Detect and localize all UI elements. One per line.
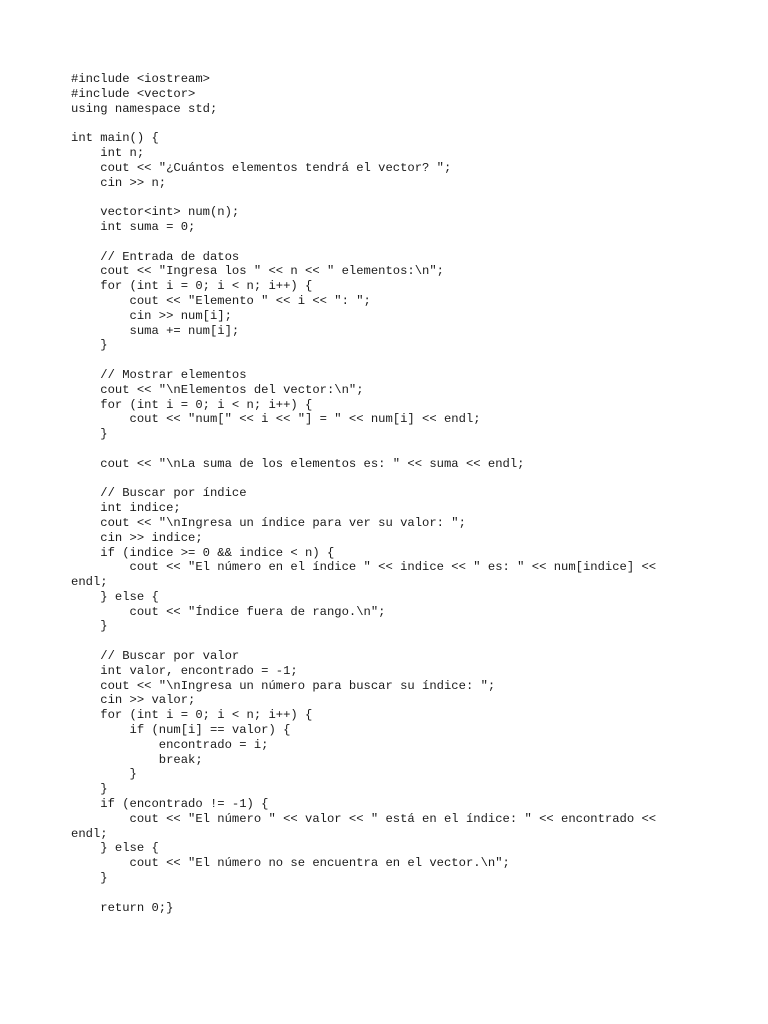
code-line: cout << "Índice fuera de rango.\n"; bbox=[71, 604, 386, 619]
code-line: cout << "\nLa suma de los elementos es: " << suma << endl; bbox=[71, 456, 525, 471]
code-line: cout << "\nIngresa un índice para ver su valor: "; bbox=[71, 515, 466, 530]
code-line: } bbox=[71, 338, 108, 353]
code-line: cout << "El número " << valor << " está en el índice: " << encontrado << bbox=[71, 811, 657, 826]
code-line: endl; bbox=[71, 575, 108, 590]
code-line: // Mostrar elementos bbox=[71, 367, 247, 382]
code-line: int main() { bbox=[71, 131, 159, 146]
code-line: cout << "¿Cuántos elementos tendrá el vector? "; bbox=[71, 160, 452, 175]
code-line bbox=[71, 886, 711, 901]
code-line: endl; bbox=[71, 826, 108, 841]
code-line: if (encontrado != -1) { bbox=[71, 797, 269, 812]
code-line: } bbox=[71, 427, 108, 442]
code-line: } bbox=[71, 767, 137, 782]
code-line: cout << "El número no se encuentra en el vector.\n"; bbox=[71, 856, 510, 871]
code-line: cin >> num[i]; bbox=[71, 308, 232, 323]
code-line: int valor, encontrado = -1; bbox=[71, 663, 298, 678]
code-line: cout << "\nIngresa un número para buscar su índice: "; bbox=[71, 678, 496, 693]
code-line: cout << "El número en el índice " << indice << " es: " << num[indice] << bbox=[71, 560, 657, 575]
code-line: } bbox=[71, 782, 108, 797]
code-line: #include <vector> bbox=[71, 86, 196, 101]
code-line: #include <iostream> bbox=[71, 72, 210, 86]
code-line: using namespace std; bbox=[71, 101, 218, 116]
code-line: cout << "\nElementos del vector:\n"; bbox=[71, 382, 364, 397]
code-line: suma += num[i]; bbox=[71, 323, 240, 338]
code-line bbox=[71, 353, 711, 368]
code-line: cin >> n; bbox=[71, 175, 167, 190]
code-line: if (num[i] == valor) { bbox=[71, 723, 291, 738]
code-line bbox=[71, 634, 711, 649]
code-line bbox=[71, 442, 711, 457]
code-line: } else { bbox=[71, 841, 159, 856]
code-line: // Buscar por índice bbox=[71, 486, 247, 501]
code-line: } bbox=[71, 871, 108, 886]
code-line: if (indice >= 0 && indice < n) { bbox=[71, 545, 335, 560]
code-line bbox=[71, 472, 711, 487]
code-line: int indice; bbox=[71, 501, 181, 516]
code-line: cout << "Ingresa los " << n << " elementos:\n"; bbox=[71, 264, 444, 279]
code-line: cout << "num[" << i << "] = " << num[i] << endl; bbox=[71, 412, 481, 427]
code-line: for (int i = 0; i < n; i++) { bbox=[71, 279, 313, 294]
code-line: vector<int> num(n); bbox=[71, 205, 240, 220]
code-line: } else { bbox=[71, 589, 159, 604]
code-line: for (int i = 0; i < n; i++) { bbox=[71, 397, 313, 412]
code-block bbox=[71, 72, 711, 915]
code-line: } bbox=[71, 619, 108, 634]
code-line: encontrado = i; bbox=[71, 737, 269, 752]
code-line: return 0;} bbox=[71, 900, 174, 915]
code-line: cout << "Elemento " << i << ": "; bbox=[71, 293, 371, 308]
code-line: int suma = 0; bbox=[71, 219, 196, 234]
code-line: for (int i = 0; i < n; i++) { bbox=[71, 708, 313, 723]
code-line: break; bbox=[71, 752, 203, 767]
code-line: cin >> valor; bbox=[71, 693, 196, 708]
code-line: int n; bbox=[71, 145, 145, 160]
code-line bbox=[71, 190, 711, 205]
code-line bbox=[71, 235, 711, 250]
code-line: // Buscar por valor bbox=[71, 649, 240, 664]
code-line bbox=[71, 116, 711, 131]
code-line: // Entrada de datos bbox=[71, 249, 240, 264]
code-line: cin >> indice; bbox=[71, 530, 203, 545]
